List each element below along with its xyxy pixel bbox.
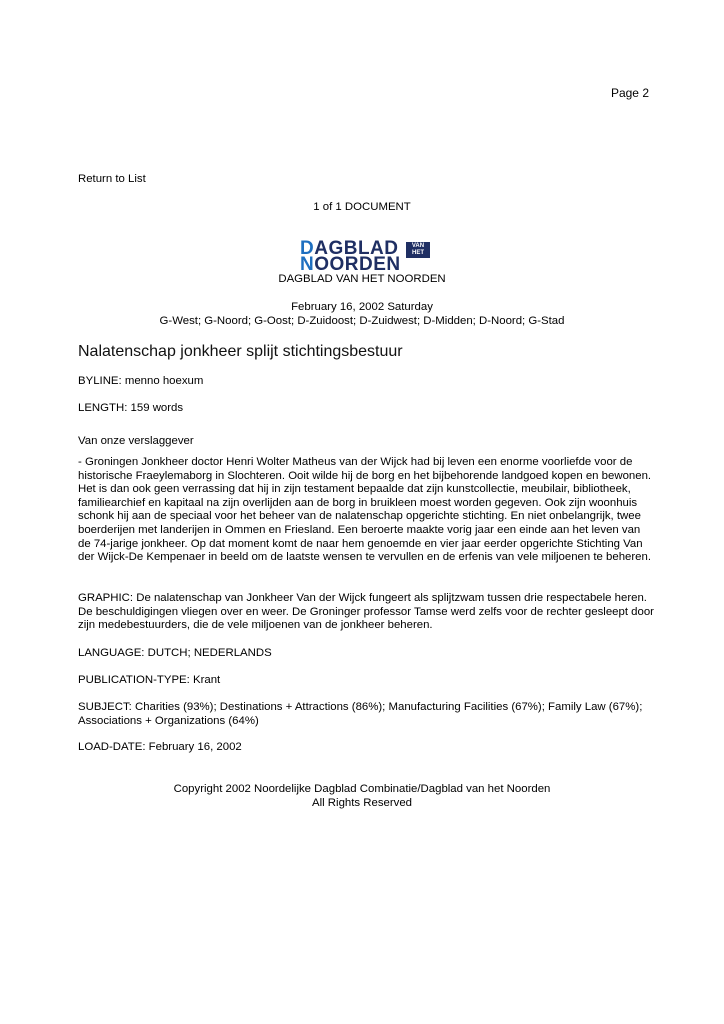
publication-type: PUBLICATION-TYPE: Krant — [78, 674, 221, 686]
editions: G-West; G-Noord; G-Oost; D-Zuidoost; D-Zuidwest; D-Midden; D-Noord; G-Stad — [159, 315, 565, 327]
logo-badge-top: VAN — [411, 243, 425, 249]
copyright-line-1: Copyright 2002 Noordelijke Dagblad Combinatie/Dagblad van het Noorden — [173, 783, 551, 795]
length: LENGTH: 159 words — [78, 402, 184, 414]
logo-line-1: DAGBLAD — [300, 238, 399, 259]
logo-badge-bottom: HET — [412, 250, 424, 256]
graphic-caption: GRAPHIC: De nalatenschap van Jonkheer Van der Wijck fungeert als splijtzwam tussen drie respectabele heren. De beschuldigingen vliegen over en weer. De Groninger professor Tamse werd zelfs voor de rechter gesleept door zijn medebestuurders, die de vele miljoenen van de jonkheer beheren. — [78, 592, 654, 632]
newspaper-logo — [300, 238, 430, 275]
article-intro: Van onze verslaggever — [78, 435, 194, 447]
byline: BYLINE: menno hoexum — [78, 375, 204, 387]
copyright-line-2: All Rights Reserved — [311, 797, 413, 809]
subject: SUBJECT: Charities (93%); Destinations + Attractions (86%); Manufacturing Facilities (67%); Family Law (67%); Associations + Organizations (64%) — [78, 701, 643, 727]
logo-badge — [406, 242, 430, 258]
language: LANGUAGE: DUTCH; NEDERLANDS — [78, 647, 272, 659]
publication-date: February 16, 2002 Saturday — [291, 301, 433, 313]
document-count: 1 of 1 DOCUMENT — [313, 201, 411, 213]
article-headline: Nalatenschap jonkheer splijt stichtingsbestuur — [78, 343, 403, 360]
load-date: LOAD-DATE: February 16, 2002 — [78, 741, 242, 753]
page-number: Page 2 — [610, 86, 649, 100]
logo-line-2: NOORDEN — [300, 254, 401, 275]
publication-name: DAGBLAD VAN HET NOORDEN — [278, 273, 446, 285]
return-to-list-link[interactable]: Return to List — [78, 173, 146, 185]
article-body: - Groningen Jonkheer doctor Henri Wolter Matheus van der Wijck had bij leven een enorme voorliefde voor de historische Fraeylemaborg in Slochteren. Ooit wilde hij de borg en het bijbehorende landgoed kopen en bewonen. Het is dan ook geen verrassing dat hij in zijn testament bepaalde dat zijn kunstcollectie, meubilair, bibliotheek, familiearchief en kapitaal na zijn overlijden aan de borg in bruikleen moest worden gegeven. Ook zijn woonhuis schonk hij aan de speciaal voor het beheer van de nalatenschap opgerichte stichting. En niet onbelangrijk, twee boerderijen met landerijen in Ommen en Friesland. Een beroerte maakte vorig jaar een einde aan het leven van de 74-jarige jonkheer. Op dat moment komt de naar hem genoemde en vier jaar eerder opgerichte Stichting Van der Wijck-De Kempenaer in beeld om de laatste wensen te vervullen en de erfenis van vele miljoenen te beheren. — [78, 456, 652, 564]
